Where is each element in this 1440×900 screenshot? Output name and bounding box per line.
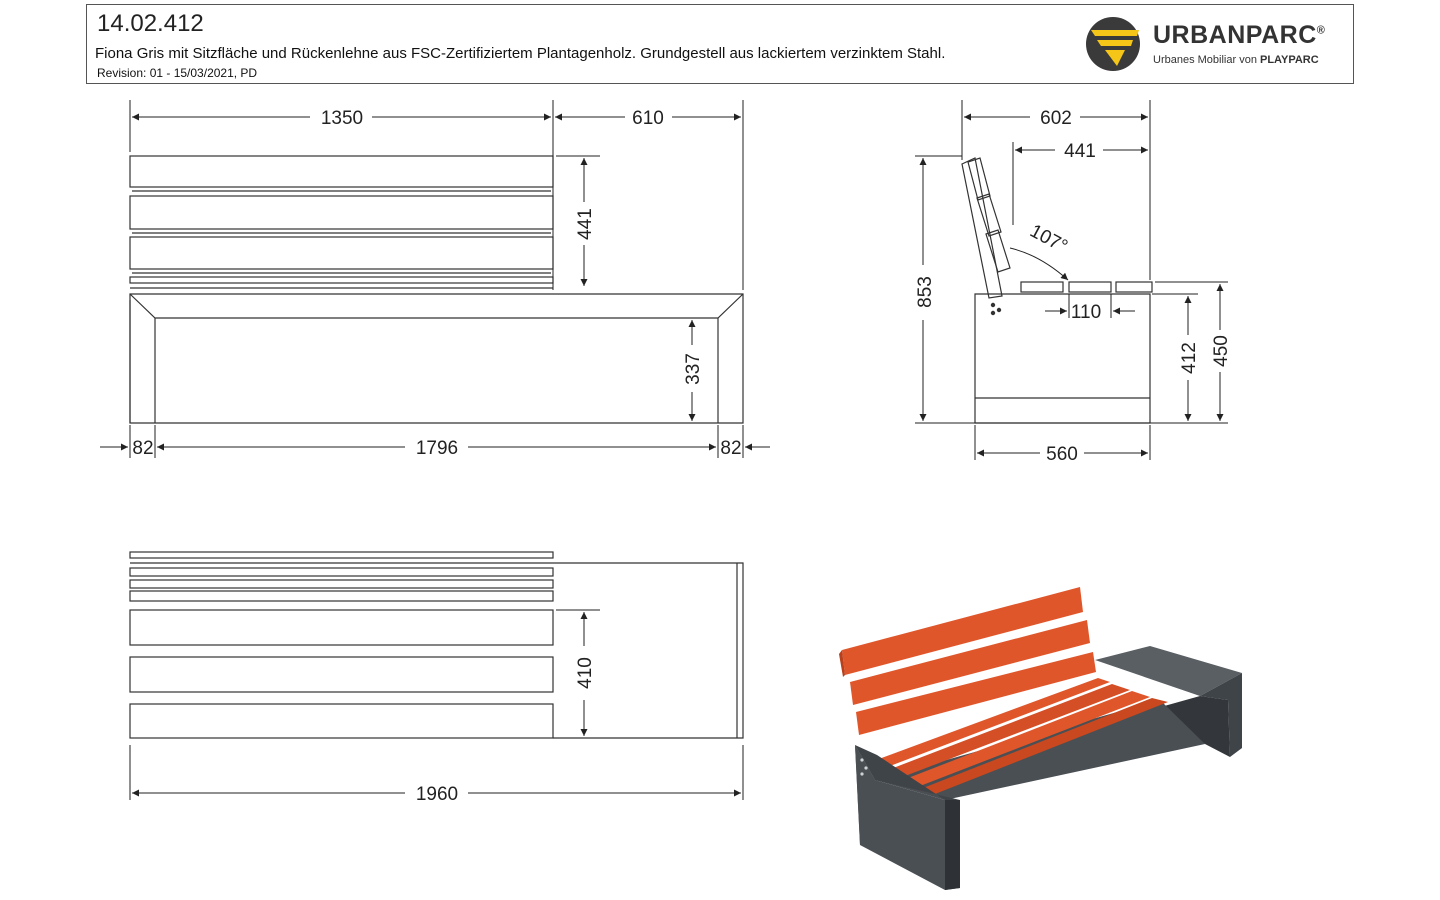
top-seat-slat [130,610,553,645]
side-backrest-post [962,158,1002,298]
dim-side-base: 560 [1046,444,1078,465]
dim-top-length: 1960 [415,784,459,805]
dim-front-back-height: 441 [575,208,596,240]
top-seat-slat [130,704,553,738]
product-description: Fiona Gris mit Sitzfläche und Rückenlehne aus FSC-Zertifiziertem Plantagenholz. Grundgestell aus lackiertem verzinktem Stahl. [95,45,946,62]
top-dimensions [130,610,743,800]
side-frame [975,294,1150,423]
revision-info: Revision: 01 - 15/03/2021, PD [97,66,258,80]
side-seat-slat [1021,282,1063,292]
bench-3d-render [839,587,1242,890]
brand-tagline: Urbanes Mobiliar von PLAYPARC [1153,54,1319,66]
dim-top-seat-depth: 410 [575,657,596,689]
front-frame-outline [130,294,743,423]
brand-name: URBANPARC® [1153,21,1326,49]
dim-front-span: 1796 [415,438,459,459]
dim-side-seat-height: 412 [1179,342,1200,374]
dim-front-right-leg: 82 [720,438,742,459]
dim-front-width-back: 1350 [320,108,364,129]
front-backrest-slat [130,156,553,187]
side-view [962,158,1152,423]
front-dimensions [100,100,770,458]
top-view [130,552,743,738]
dim-side-height-total: 853 [915,276,936,308]
dim-front-leg-height: 337 [683,353,704,385]
dim-front-width-seat: 610 [632,108,664,129]
side-seat-slat [1069,282,1111,292]
dim-side-depth-total: 602 [1040,108,1072,129]
dim-side-height: 450 [1211,335,1232,367]
front-view [130,156,743,423]
top-side-table [553,563,743,738]
top-seat-slat [130,657,553,692]
dim-front-left-leg: 82 [132,438,154,459]
product-code: 14.02.412 [97,10,204,37]
dim-side-back-depth: 441 [1064,141,1096,162]
dim-side-slat: 110 [1070,302,1102,323]
front-backrest-slat [130,196,553,229]
top-backrest-edge [130,552,553,558]
front-seat-edge [130,277,553,283]
dim-side-angle: 107° [1026,220,1071,258]
side-seat-slat [1116,282,1152,292]
front-backrest-slat [130,237,553,269]
